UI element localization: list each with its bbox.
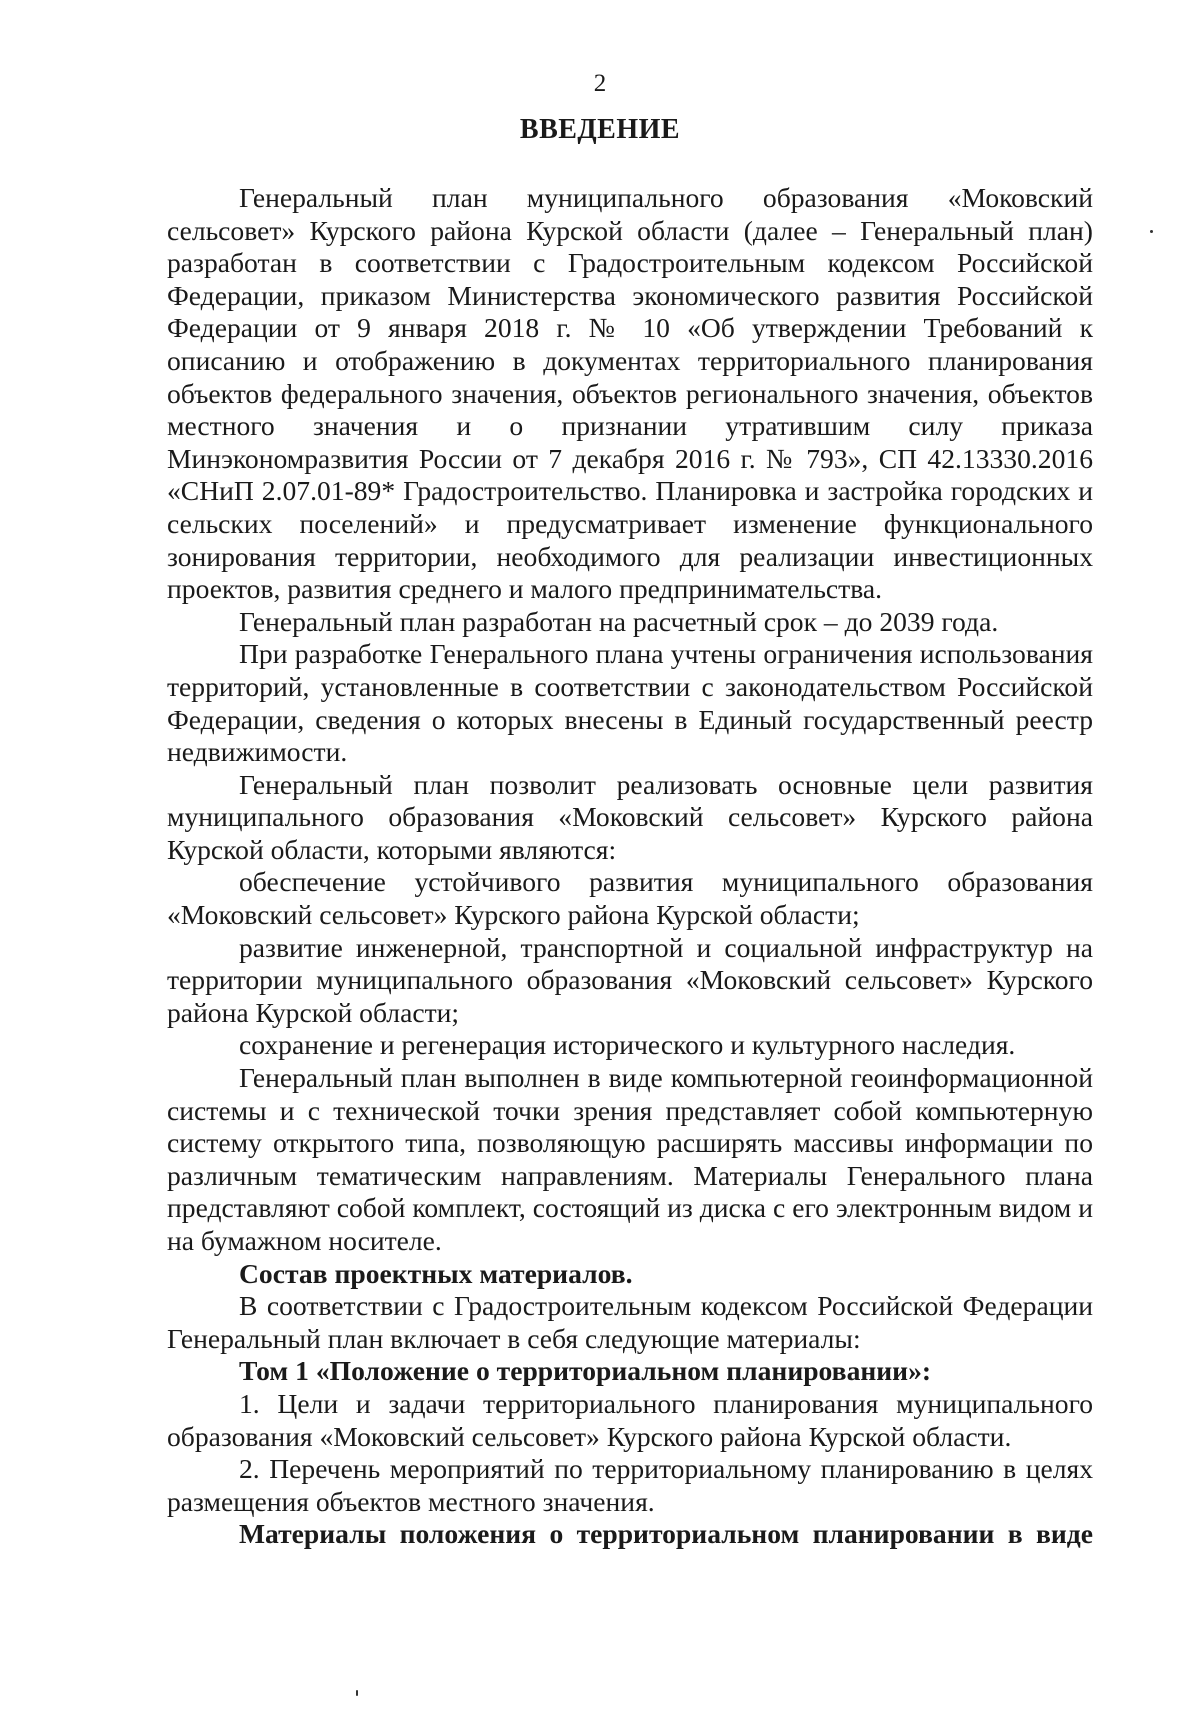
paragraph-gis-format: Генеральный план выполнен в виде компьютерной геоинформационной системы и с технической точки зрения представляет собой компьютерную систему открытого типа, позволяющую расширять массивы информации по различным тематическим направлениям. Материалы Генерального плана представляют собой комплект, состоящий из диска с его электронным видом и на бумажном носителе. xyxy=(167,1062,1093,1256)
paragraph-materials-intro: В соответствии с Градостроительным кодексом Российской Федерации Генеральный план включает в себя следующие материалы: xyxy=(167,1290,1093,1354)
paragraph-goal-infrastructure: развитие инженерной, транспортной и социальной инфраструктур на территории муниципального образования «Моковский сельсовет» Курского района Курской области; xyxy=(167,931,1093,1028)
paragraph-planning-period: Генеральный план разработан на расчетный срок – до 2039 года. xyxy=(239,605,999,637)
section-heading: ВВЕДЕНИЕ xyxy=(519,114,681,145)
subheading-project-materials: Состав проектных материалов. xyxy=(239,1257,633,1289)
list-item-measures: 2. Перечень мероприятий по территориальному планированию в целях размещения объектов местного значения. xyxy=(167,1453,1093,1517)
subheading-volume-1: Том 1 «Положение о территориальном планировании»: xyxy=(239,1355,932,1387)
document-body xyxy=(167,182,1093,1551)
scan-speck xyxy=(356,1690,358,1696)
paragraph-goal-sustainable-development: обеспечение устойчивого развития муниципального образования «Моковский сельсовет» Курского района Курской области; xyxy=(167,866,1093,931)
paragraph-general-plan-basis: Генеральный план муниципального образования «Моковский сельсовет» Курского района Курской области (далее – Генеральный план) разработан в соответствии с Градостроительным кодексом Российской Федерации, приказом Министерства экономического развития Российской Федерации от 9 января 2018 г. № 10 «Об утверждении Требований к описанию и отображению в документах территориального планирования объектов федерального значения, объектов регионального значения, объектов местного значения и о признании утратившим силу приказа Минэкономразвития России от 7 декабря 2016 г. № 793», СП 42.13330.2016 «СНиП 2.07.01-89* Градостроительство. Планировка и застройка городских и сельских поселений» и предусматривает изменение функционального зонирования территории, необходимого для реализации инвестиционных проектов, развития среднего и малого предпринимательства. xyxy=(167,182,1093,605)
list-item-goals-tasks: 1. Цели и задачи территориального планирования муниципального образования «Моковский сельсовет» Курского района Курской области. xyxy=(167,1387,1093,1452)
subheading-materials-continued: Материалы положения о территориальном планировании в виде xyxy=(239,1518,1093,1550)
paragraph-goals-intro: Генеральный план позволит реализовать основные цели развития муниципального образования «Моковский сельсовет» Курского района Курской области, которыми являются: xyxy=(167,768,1093,865)
paragraph-goal-heritage: сохранение и регенерация исторического и культурного наследия. xyxy=(239,1029,1016,1061)
scan-speck xyxy=(1150,230,1153,233)
paragraph-restrictions: При разработке Генерального плана учтены ограничения использования территорий, установленные в соответствии с законодательством Российской Федерации, сведения о которых внесены в Единый государственный реестр недвижимости. xyxy=(167,638,1093,768)
page-number: 2 xyxy=(593,70,607,97)
